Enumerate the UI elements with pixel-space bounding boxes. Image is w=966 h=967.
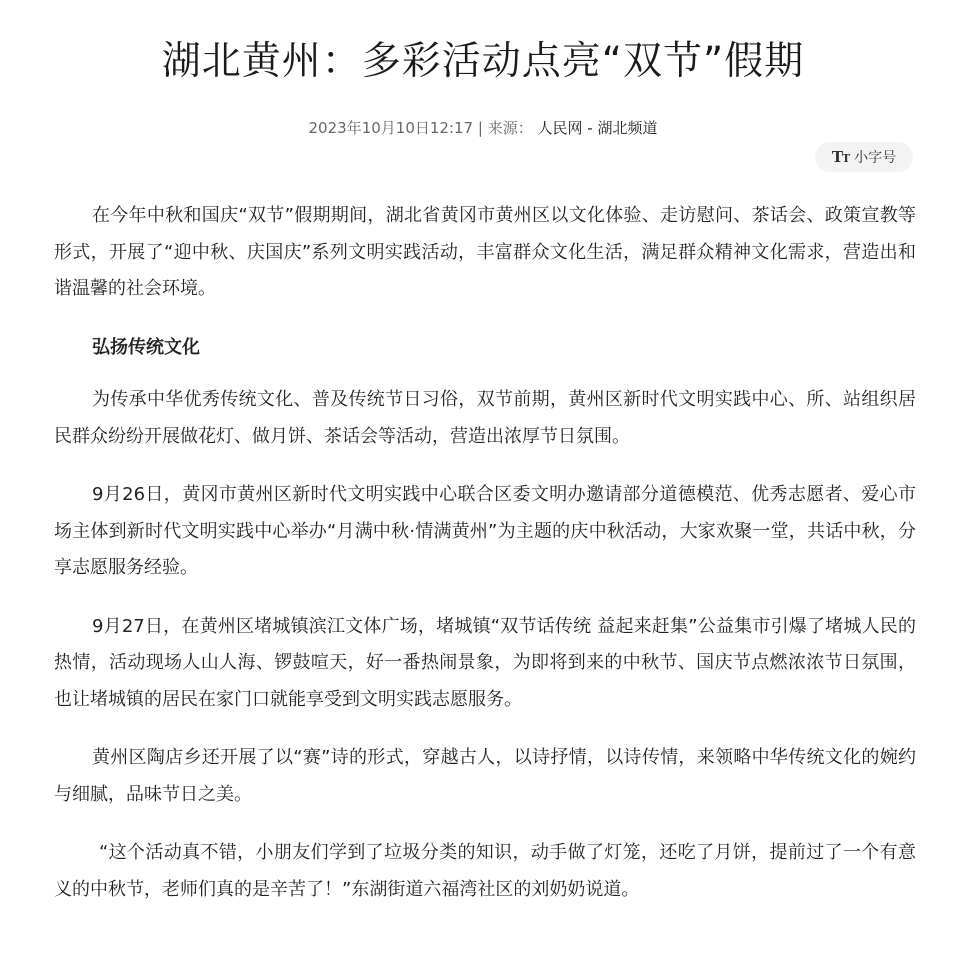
- meta-separator: |: [477, 119, 483, 137]
- paragraph: 黄州区陶店乡还开展了以“赛”诗的形式，穿越古人，以诗抒情，以诗传情，来领略中华传统文化的婉约与细腻，品味节日之美。: [54, 747, 916, 805]
- article-title: 湖北黄州：多彩活动点亮“双节”假期: [161, 39, 805, 84]
- article-meta: [0, 117, 966, 139]
- font-size-toggle-button[interactable]: [815, 142, 913, 172]
- article-body: [54, 198, 916, 930]
- paragraph: 为传承中华优秀传统文化、普及传统节日习俗，双节前期，黄州区新时代文明实践中心、所、站组织居民群众纷纷开展做花灯、做月饼、茶话会等活动，营造出浓厚节日氛围。: [54, 389, 916, 447]
- font-size-toggle-label: 小字号: [854, 150, 897, 166]
- text-size-icon: TT: [831, 148, 850, 166]
- source-label: 来源：: [487, 119, 533, 137]
- paragraph: 9月26日，黄冈市黄州区新时代文明实践中心联合区委文明办邀请部分道德模范、优秀志愿者、爱心市场主体到新时代文明实践中心举办“月满中秋·情满黄州”为主题的庆中秋活动，大家欢聚一堂，共话中秋，分享志愿服务经验。: [54, 484, 916, 578]
- paragraph: 在今年中秋和国庆“双节”假期期间，湖北省黄冈市黄州区以文化体验、走访慰问、茶话会、政策宣教等形式，开展了“迎中秋、庆国庆”系列文明实践活动，丰富群众文化生活，满足群众精神文化需求，营造出和谐温馨的社会环境。: [54, 205, 916, 299]
- source-link[interactable]: 人民网 - 湖北频道: [537, 119, 658, 137]
- publish-datetime: 2023年10月10日12:17: [308, 119, 474, 137]
- paragraph: 9月27日，在黄州区堵城镇滨江文体广场，堵城镇“双节话传统 益起来赶集”公益集市引爆了堵城人民的热情，活动现场人山人海、锣鼓喧天，好一番热闹景象，为即将到来的中秋节、国庆节点燃浓浓节日氛围，也让堵城镇的居民在家门口就能享受到文明实践志愿服务。: [54, 615, 916, 710]
- quote-paragraph: “这个活动真不错，小朋友们学到了垃圾分类的知识，动手做了灯笼，还吃了月饼，提前过了一个有意义的中秋节，老师们真的是辛苦了！”东湖街道六福湾社区的刘奶奶说道。: [54, 842, 916, 900]
- section-heading: 弘扬传统文化: [92, 336, 200, 358]
